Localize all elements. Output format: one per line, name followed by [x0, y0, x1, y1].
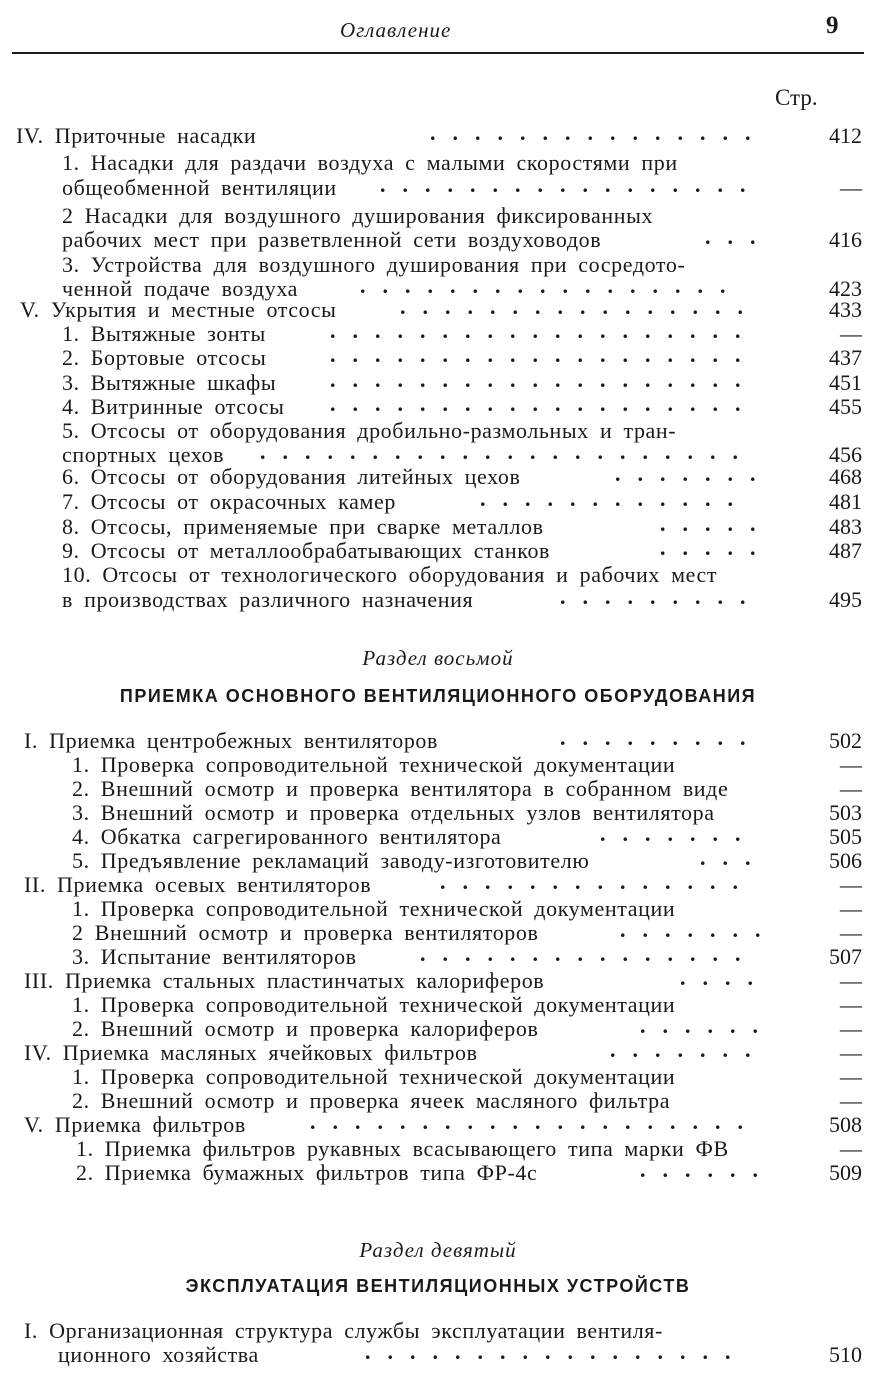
toc-entry-title: 7. Отсосы от окрасочных камер [62, 489, 396, 514]
page-number: 9 [826, 12, 839, 39]
toc-entry [0, 1037, 876, 1065]
toc-entry-title: IV. Приточные насадки [16, 123, 257, 148]
toc-entry [0, 725, 876, 753]
toc-leader-dots: .... [680, 965, 770, 990]
toc-entry-title: 1. Проверка сопроводительной технической документации [72, 896, 676, 921]
toc-entry-title: 3. Вытяжные шкафы [62, 370, 277, 395]
toc-entry-page: — [840, 1064, 862, 1089]
toc-entry [0, 391, 876, 419]
toc-entry-page: 455 [829, 394, 862, 419]
toc-entry-title: 2. Внешний осмотр и проверка калориферов [72, 1016, 539, 1041]
toc-entry-title: II. Приемка осевых вентиляторов [24, 872, 372, 897]
toc-entry-title: III. Приемка стальных пластинчатых калориферов [24, 968, 545, 993]
toc-entry-title: 1. Насадки для раздачи воздуха с малыми скоростями при [62, 150, 678, 175]
toc-entry-page: 423 [829, 276, 862, 301]
toc-entry-page: 506 [829, 848, 862, 873]
toc-entry-title: 3. Внешний осмотр и проверка отдельных узлов вентилятора [72, 800, 715, 825]
toc-entry-title: I. Приемка центробежных вентиляторов [24, 728, 439, 753]
toc-entry-title: 4. Витринные отсосы [62, 394, 285, 419]
toc-leader-dots: ....... [610, 1037, 768, 1062]
section-8-title: ПРИЕМКА ОСНОВНОГО ВЕНТИЛЯЦИОННОГО ОБОРУДОВАНИЯ [119, 686, 757, 706]
toc-entry-page: 495 [829, 587, 862, 612]
toc-entry-page: 433 [829, 297, 862, 322]
toc-entry-title: 2. Внешний осмотр и проверка вентилятора в собранном виде [72, 776, 729, 801]
toc-entry-page: — [840, 968, 862, 993]
toc-entry-title: 5. Предъявление рекламаций заводу-изготовителю [72, 848, 590, 873]
toc-leader-dots: ...................... [260, 439, 755, 464]
toc-entry [0, 120, 876, 148]
toc-entry [0, 1109, 876, 1137]
toc-leader-dots: ...... [640, 1013, 775, 1038]
toc-entry-page: 507 [829, 944, 862, 969]
toc-entry-page: 412 [829, 123, 862, 148]
running-head [0, 8, 876, 48]
header-rule [12, 52, 864, 54]
toc-leader-dots: ................ [400, 294, 760, 319]
toc-leader-dots: ....... [600, 821, 758, 846]
toc-entry-title: 3. Устройства для воздушного душирования при сосредото- [62, 252, 686, 277]
toc-entry-title: 1. Проверка сопроводительной технической документации [72, 752, 676, 777]
toc-entry-page: 416 [829, 227, 862, 252]
toc-entry-title: V. Приемка фильтров [24, 1112, 246, 1137]
toc-leader-dots: ................... [330, 391, 758, 416]
toc-leader-dots: ................... [330, 318, 758, 343]
toc-entry-page: — [840, 321, 862, 346]
toc-entry-page: — [840, 896, 862, 921]
toc-leader-dots: ... [700, 845, 768, 870]
toc-entry-page: 510 [829, 1342, 862, 1367]
toc-entry-title: 10. Отсосы от технологического оборудования и рабочих мест [62, 562, 718, 587]
toc-leader-dots: ......... [560, 584, 763, 609]
toc-entry-title: 3. Испытание вентиляторов [72, 944, 357, 969]
toc-entry-page: 487 [829, 538, 862, 563]
toc-entry-title: 1. Проверка сопроводительной технической документации [72, 1064, 676, 1089]
toc-entry-page: — [840, 1088, 862, 1113]
toc-entry-title: 2. Внешний осмотр и проверка ячеек масляного фильтра [72, 1088, 671, 1113]
toc-entry-page: 483 [829, 514, 862, 539]
toc-leader-dots: ............ [480, 486, 750, 511]
toc-leader-dots: ................. [380, 172, 763, 197]
toc-entry-page: — [840, 992, 862, 1017]
toc-entry-title: 1. Вытяжные зонты [62, 321, 266, 346]
toc-entry-title: 1. Проверка сопроводительной технической документации [72, 992, 676, 1017]
toc-leader-dots: ............... [430, 120, 768, 145]
toc-entry-page: — [840, 175, 862, 200]
toc-leader-dots: ... [705, 224, 773, 249]
toc-entry-page: — [840, 1016, 862, 1041]
toc-entry-page: — [840, 776, 862, 801]
toc-leader-dots: ................... [330, 367, 758, 392]
toc-entry [0, 535, 876, 563]
toc-leader-dots: ......... [560, 725, 763, 750]
toc-entry-title: 6. Отсосы от оборудования литейных цехов [62, 464, 521, 489]
toc-leader-dots: ..... [660, 535, 773, 560]
toc-leader-dots: ...... [640, 1157, 775, 1182]
section-9-title: ЭКСПЛУАТАЦИЯ ВЕНТИЛЯЦИОННЫХ УСТРОЙСТВ [185, 1276, 691, 1296]
toc-entry-page: 451 [829, 370, 862, 395]
toc-entry-title: 5. Отсосы от оборудования дробильно-размольных и тран- [62, 418, 677, 443]
toc-entry-title: 2. Приемка бумажных фильтров типа ФР-4с [76, 1160, 538, 1185]
toc-entry-title: спортных цехов [62, 442, 225, 467]
toc-entry-title: 8. Отсосы, применяемые при сварке металлов [62, 514, 544, 539]
toc-leader-dots: ............... [420, 941, 758, 966]
toc-leader-dots: ..... [660, 511, 773, 536]
toc-entry-title: рабочих мест при разветвленной сети воздуховодов [62, 227, 602, 252]
toc-entry-title: I. Организационная структура службы эксплуатации вентиля- [24, 1318, 663, 1343]
toc-entry-page: 502 [829, 728, 862, 753]
toc-leader-dots: ....... [615, 461, 773, 486]
toc-entry-title: 4. Обкатка сагрегированного вентилятора [72, 824, 502, 849]
toc-entry-page: — [840, 920, 862, 945]
toc-entry [0, 224, 876, 252]
toc-entry-title: 2 Внешний осмотр и проверка вентиляторов [72, 920, 539, 945]
toc-entry [0, 1064, 876, 1089]
toc-entry-title: ченной подаче воздуха [62, 276, 298, 301]
toc-entry [0, 752, 876, 777]
toc-entry-title: 1. Приемка фильтров рукавных всасывающего типа марки ФВ [76, 1136, 729, 1161]
toc-leader-dots: .............. [440, 869, 755, 894]
toc-leader-dots: ................. [365, 1339, 748, 1364]
toc-entry-page: 508 [829, 1112, 862, 1137]
toc-entry-page: 505 [829, 824, 862, 849]
toc-entry-page: 509 [829, 1160, 862, 1185]
toc-entry [0, 869, 876, 897]
toc-entry-title: 2. Бортовые отсосы [62, 345, 267, 370]
toc-entry-page: 456 [829, 442, 862, 467]
toc-entry-title: в производствах различного назначения [62, 587, 474, 612]
toc-entry-page: — [840, 1136, 862, 1161]
toc-entry-title: IV. Приемка масляных ячейковых фильтров [24, 1040, 478, 1065]
toc-entry-title: V. Укрытия и местные отсосы [20, 297, 337, 322]
toc-entry [0, 776, 876, 801]
toc-leader-dots: ................. [360, 273, 743, 298]
toc-entry-title: 2 Насадки для воздушного душирования фиксированных [62, 203, 654, 228]
toc-leader-dots: ....... [620, 917, 778, 942]
toc-entry-page: — [840, 752, 862, 777]
toc-entry-title: 9. Отсосы от металлообрабатывающих станков [62, 538, 551, 563]
toc-entry [0, 1157, 876, 1185]
toc-entry-page: 481 [829, 489, 862, 514]
toc-entry [0, 1339, 876, 1367]
toc-entry-page: 503 [829, 800, 862, 825]
toc-entry-page: 437 [829, 345, 862, 370]
toc-leader-dots: .................... [310, 1109, 760, 1134]
toc-entry-page: — [840, 1040, 862, 1065]
page-column-label: Стр. [775, 85, 818, 110]
toc-entry [0, 584, 876, 612]
section-9-label: Раздел девятый [359, 1238, 517, 1262]
toc-entry-page: 468 [829, 464, 862, 489]
toc-entry-title: общеобменной вентиляции [62, 175, 337, 200]
running-title: Оглавление [340, 18, 452, 42]
toc-entry-title: ционного хозяйства [58, 1342, 259, 1367]
section-8-label: Раздел восьмой [362, 646, 514, 670]
toc-entry [0, 172, 876, 200]
toc-entry-page: — [840, 872, 862, 897]
toc-leader-dots: ................... [330, 342, 758, 367]
toc-entry [0, 965, 876, 993]
